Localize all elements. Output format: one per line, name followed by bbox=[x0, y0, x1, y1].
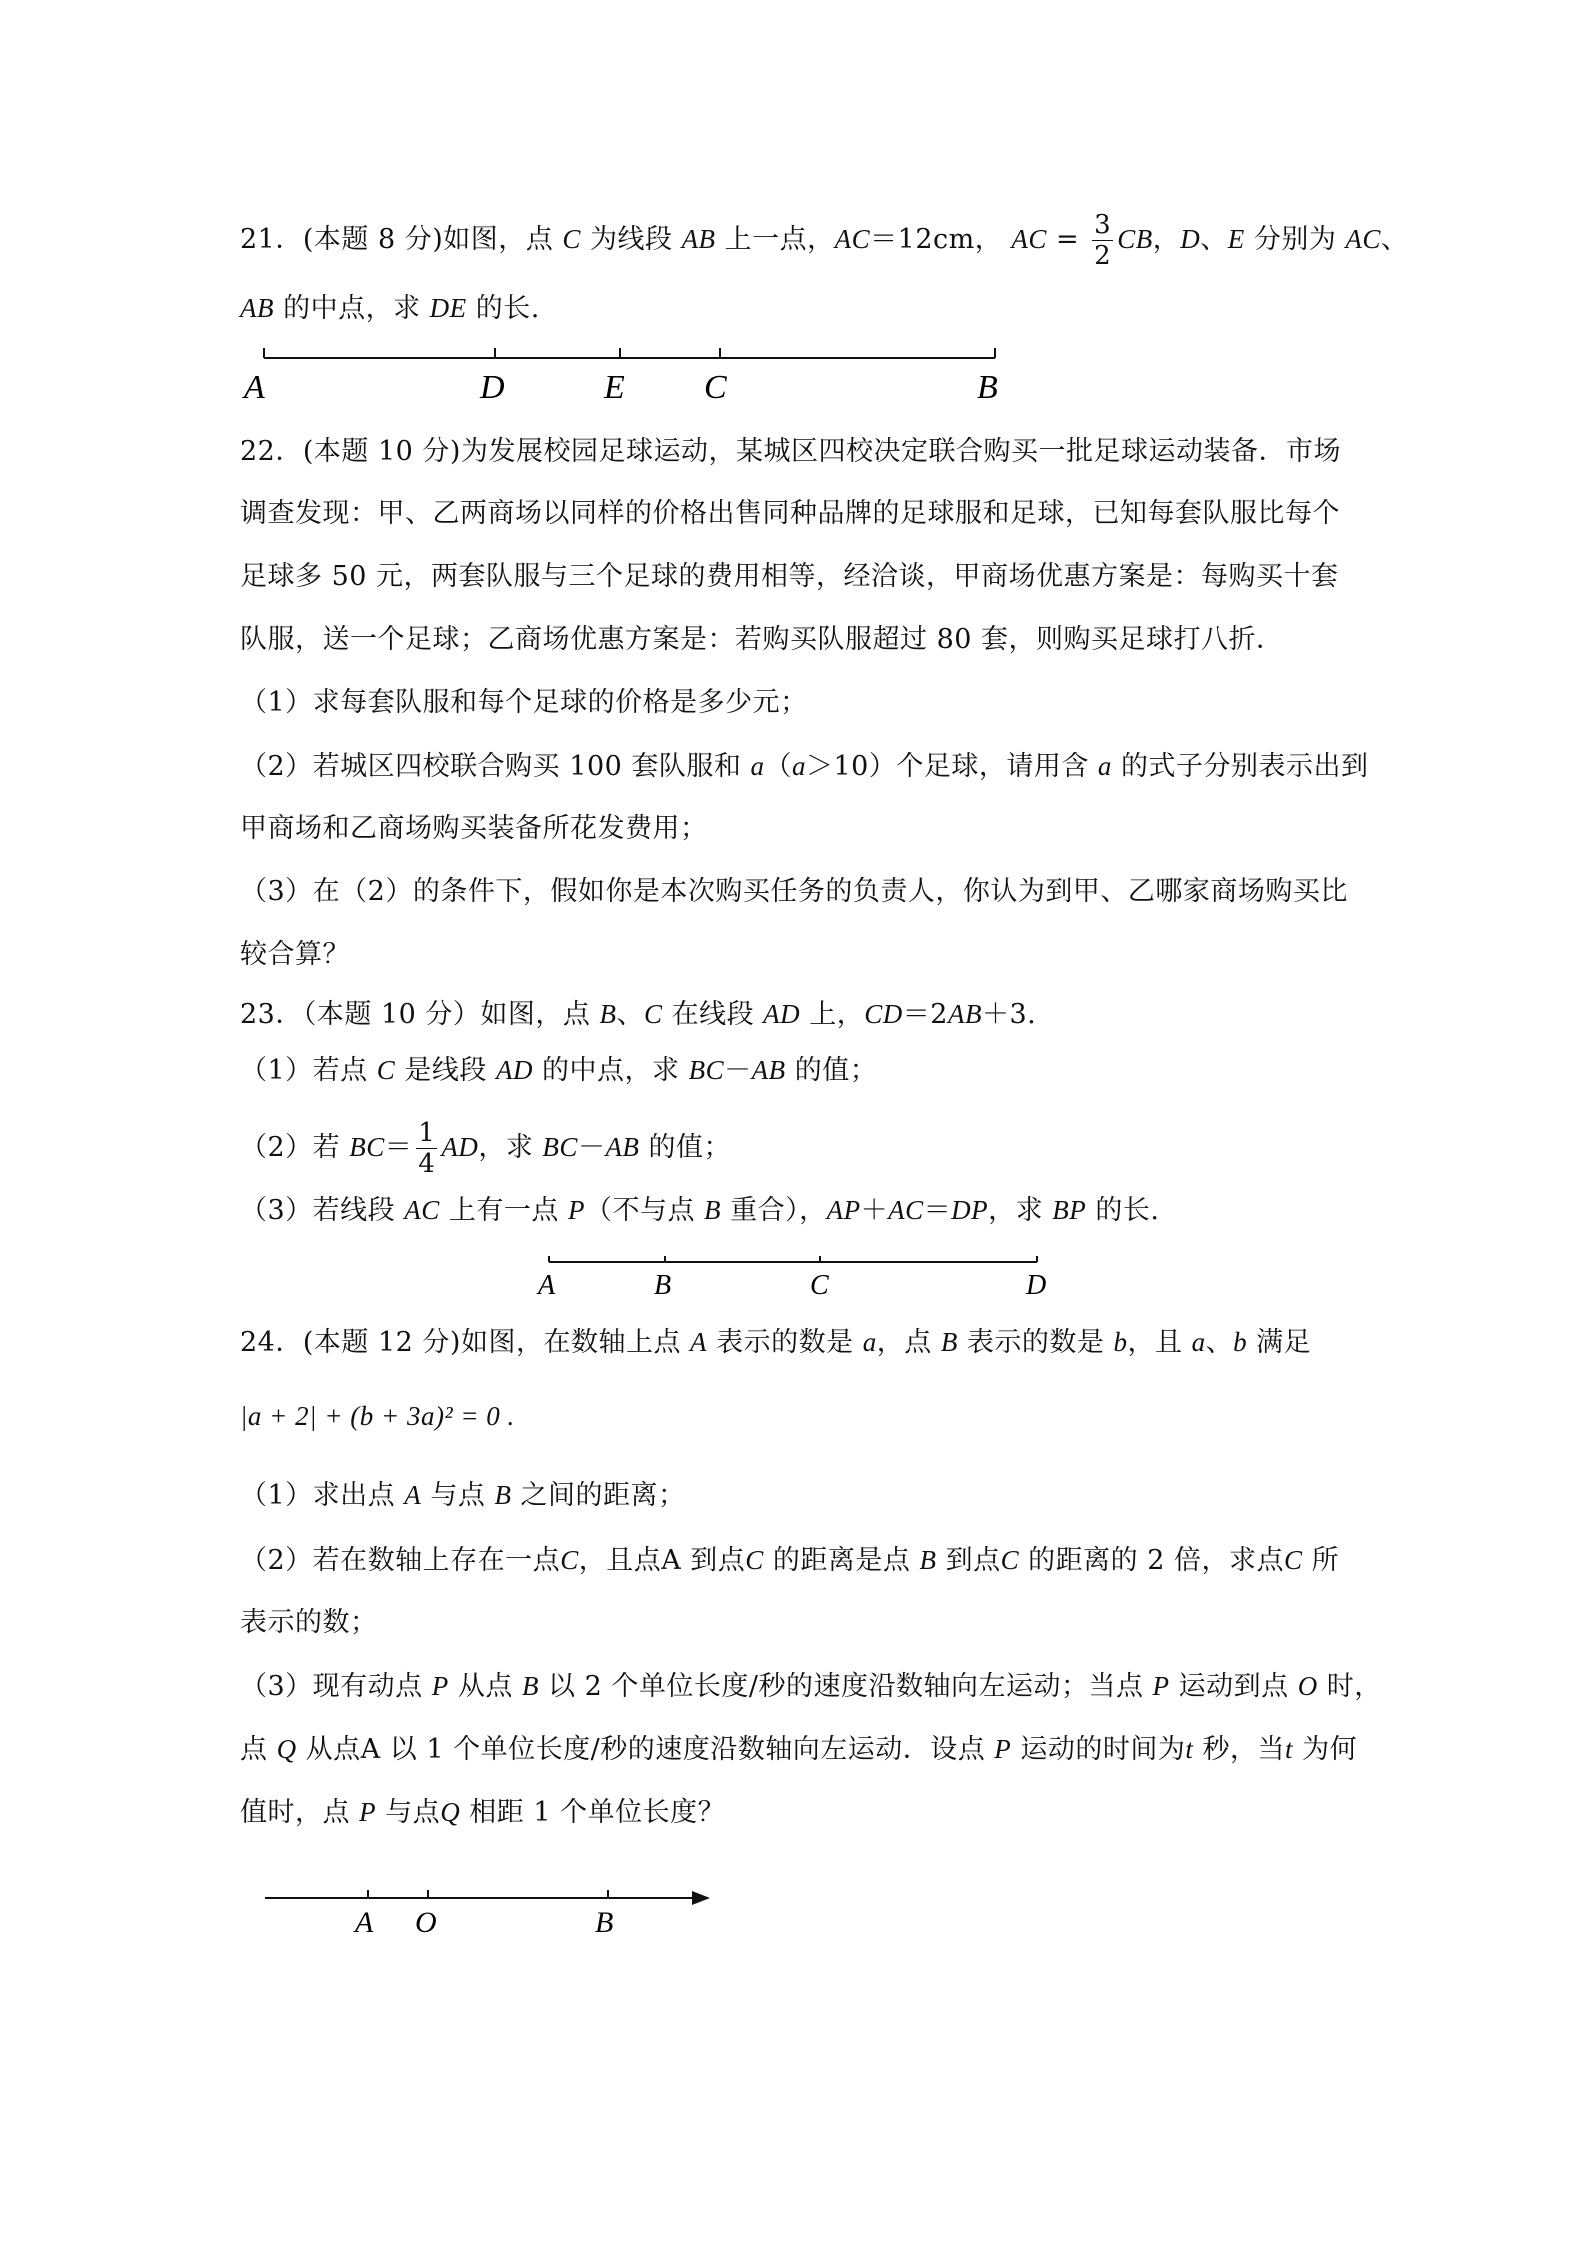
var: t bbox=[1185, 1734, 1194, 1764]
var: AB bbox=[947, 999, 982, 1029]
text: 为线段 bbox=[580, 224, 682, 255]
text: 的中点，求 bbox=[532, 1055, 689, 1086]
numerator: 3 bbox=[1094, 210, 1112, 240]
point-label-b: B bbox=[654, 1270, 672, 1301]
q21-number: 21． bbox=[240, 224, 303, 255]
var: AC bbox=[888, 1195, 924, 1225]
var: B bbox=[940, 1327, 958, 1357]
var: AC bbox=[404, 1195, 440, 1225]
var: a bbox=[1097, 751, 1112, 781]
var: b bbox=[1113, 1327, 1128, 1357]
q22-part-2-line-2: 甲商场和乙商场购买装备所花发费用； bbox=[240, 813, 708, 844]
text: － bbox=[577, 1132, 606, 1163]
var: CD bbox=[864, 999, 903, 1029]
q21-segment-figure bbox=[240, 340, 1020, 410]
text: － bbox=[724, 1055, 752, 1086]
text: = bbox=[1046, 224, 1089, 255]
var: B bbox=[521, 1671, 539, 1701]
q23-score: （本题 10 分） bbox=[302, 999, 481, 1030]
text: 的长. bbox=[1086, 1195, 1160, 1226]
text: ，点 bbox=[876, 1327, 941, 1358]
var: Q bbox=[276, 1734, 297, 1764]
var: AC bbox=[1011, 224, 1047, 254]
point-label-d: D bbox=[480, 369, 505, 406]
var: b bbox=[1233, 1327, 1248, 1357]
q22-line-1 bbox=[240, 432, 1341, 472]
text: 相距 1 个单位长度？ bbox=[460, 1797, 726, 1828]
text: 上， bbox=[800, 999, 865, 1030]
text: ＋ bbox=[860, 1195, 889, 1226]
var: AD bbox=[763, 999, 801, 1029]
text: ，且 bbox=[1127, 1327, 1192, 1358]
q24-condition-equation: |a + 2| + (b + 3a)² = 0 . bbox=[240, 1401, 515, 1431]
var: AC bbox=[834, 224, 871, 254]
q22-part-1: （1）求每套队服和每个足球的价格是多少元； bbox=[240, 687, 808, 718]
text: 以 2 个单位长度/秒的速度沿数轴向左运动；当点 bbox=[538, 1671, 1153, 1702]
point-label-b: B bbox=[977, 369, 998, 406]
var: AC bbox=[1345, 224, 1381, 254]
text: ＝12cm， bbox=[870, 224, 1003, 255]
text: ＞10）个足球，请用含 bbox=[805, 751, 1098, 782]
var: AB bbox=[605, 1132, 640, 1162]
text: 上有一点 bbox=[439, 1195, 568, 1226]
text: 从点 bbox=[448, 1671, 522, 1702]
text: （1）若点 bbox=[240, 1055, 377, 1086]
point-label-o: O bbox=[415, 1906, 437, 1939]
q22-line-2: 调查发现：甲、乙两商场以同样的价格出售同种品牌的足球服和足球，已知每套队服比每个 bbox=[240, 498, 1340, 529]
var: AB bbox=[681, 224, 716, 254]
q23-number: 23． bbox=[240, 999, 303, 1030]
text: （2）若城区四校联合购买 100 套队服和 bbox=[240, 751, 751, 782]
q21-line-2 bbox=[240, 288, 540, 329]
text: （1）求出点 bbox=[240, 1480, 405, 1511]
text: 为何 bbox=[1293, 1734, 1358, 1765]
text: 与点 bbox=[421, 1480, 495, 1511]
q24-part-2-line-2: 表示的数； bbox=[240, 1607, 378, 1638]
q23-segment-figure bbox=[530, 1252, 1050, 1302]
var: B bbox=[919, 1545, 937, 1575]
text: 秒，当 bbox=[1193, 1734, 1285, 1765]
point-label-a: A bbox=[355, 1906, 374, 1939]
fraction-1-4 bbox=[416, 1120, 437, 1177]
text: 为发展校园足球运动，某城区四校决定联合购买一批足球运动装备．市场 bbox=[460, 436, 1341, 467]
var: P bbox=[1152, 1671, 1170, 1701]
text: 如图，点 bbox=[443, 224, 563, 255]
point-label-b: B bbox=[595, 1906, 614, 1939]
q24-score: (本题 12 分) bbox=[302, 1327, 461, 1358]
text: （3）若线段 bbox=[240, 1195, 405, 1226]
text: 重合）， bbox=[721, 1195, 827, 1226]
text: 所 bbox=[1302, 1545, 1340, 1576]
var: Q bbox=[440, 1797, 461, 1827]
q24-part-2 bbox=[240, 1540, 1339, 1581]
var: C bbox=[1000, 1545, 1020, 1575]
text: （3）现有动点 bbox=[240, 1671, 432, 1702]
var: C bbox=[376, 1055, 396, 1085]
point-label-d: D bbox=[1026, 1270, 1047, 1301]
text: 如图，点 bbox=[480, 999, 600, 1030]
text: 从点A 以 1 个单位长度/秒的速度沿数轴向左运动．设点 bbox=[296, 1734, 995, 1765]
var: B bbox=[494, 1480, 512, 1510]
var: t bbox=[1284, 1734, 1293, 1764]
text: 到点 bbox=[936, 1545, 1001, 1576]
var: AP bbox=[826, 1195, 861, 1225]
var: C bbox=[1284, 1545, 1303, 1575]
var: B bbox=[599, 999, 617, 1029]
var: D bbox=[1180, 224, 1201, 254]
var: DP bbox=[951, 1195, 989, 1225]
fraction-3-2 bbox=[1092, 212, 1113, 269]
var: a bbox=[862, 1327, 877, 1357]
var: DE bbox=[429, 293, 467, 323]
denominator: 4 bbox=[418, 1149, 436, 1179]
var: P bbox=[567, 1195, 585, 1225]
text: ＋3. bbox=[981, 999, 1037, 1030]
q23-part-1 bbox=[240, 1050, 877, 1091]
point-label-a: A bbox=[244, 369, 265, 406]
point-label-a: A bbox=[538, 1270, 556, 1301]
text: ，求 bbox=[988, 1195, 1053, 1226]
q24-part-1 bbox=[240, 1475, 686, 1516]
point-label-e: E bbox=[604, 369, 625, 406]
q22-part-3-line-2: 较合算？ bbox=[240, 939, 350, 970]
text: ，且点A 到点 bbox=[578, 1545, 746, 1576]
text: 的值； bbox=[639, 1132, 732, 1163]
text: 是线段 bbox=[395, 1055, 496, 1086]
text: 点 bbox=[240, 1734, 277, 1765]
q22-line-3: 足球多 50 元，两套队服与三个足球的费用相等，经洽谈，甲商场优惠方案是：每购买十套 bbox=[240, 561, 1339, 592]
var: a bbox=[1191, 1327, 1206, 1357]
var: B bbox=[704, 1195, 722, 1225]
var: P bbox=[994, 1734, 1012, 1764]
text: 的长. bbox=[466, 293, 540, 324]
text: ＝ bbox=[923, 1195, 952, 1226]
var: AB bbox=[751, 1055, 786, 1085]
q24-part-3 bbox=[240, 1666, 1382, 1707]
var: a bbox=[750, 751, 765, 781]
text: 的式子分别表示出到 bbox=[1111, 751, 1369, 782]
q23-line-1 bbox=[240, 994, 1036, 1035]
text: ， bbox=[1152, 224, 1181, 255]
text: 的距离的 2 倍，求点 bbox=[1019, 1545, 1285, 1576]
text: 满足 bbox=[1247, 1327, 1312, 1358]
var: C bbox=[643, 999, 663, 1029]
text: 的距离是点 bbox=[763, 1545, 920, 1576]
q24-number: 24． bbox=[240, 1327, 303, 1358]
text: 分别为 bbox=[1244, 224, 1346, 255]
var: AD bbox=[495, 1055, 533, 1085]
text: 、 bbox=[1200, 224, 1228, 255]
var: A bbox=[404, 1480, 422, 1510]
var: BP bbox=[1052, 1195, 1087, 1225]
q24-line-1 bbox=[240, 1322, 1311, 1363]
var: A bbox=[690, 1327, 708, 1357]
text: 运动到点 bbox=[1169, 1671, 1298, 1702]
text: （2）若在数轴上存在一点 bbox=[240, 1545, 561, 1576]
var: P bbox=[359, 1797, 377, 1827]
text: ，求 bbox=[478, 1132, 543, 1163]
text: 表示的数是 bbox=[957, 1327, 1114, 1358]
var: P bbox=[431, 1671, 449, 1701]
var: a bbox=[791, 751, 806, 781]
var: AD bbox=[441, 1132, 479, 1162]
q23-part-2 bbox=[240, 1120, 731, 1177]
q22-score: (本题 10 分) bbox=[302, 436, 461, 467]
q24-part-3-line-2 bbox=[240, 1729, 1357, 1770]
q24-part-3-line-3 bbox=[240, 1792, 725, 1833]
var: AB bbox=[240, 293, 274, 323]
text: 、 bbox=[1205, 1327, 1234, 1358]
text: 值时，点 bbox=[240, 1797, 360, 1828]
text: ＝2 bbox=[902, 999, 948, 1030]
q22-part-2 bbox=[240, 746, 1369, 787]
q22-line-4: 队服，送一个足球；乙商场优惠方案是：若购买队服超过 80 套，则购买足球打八折． bbox=[240, 624, 1284, 655]
text: 、 bbox=[1380, 224, 1409, 255]
text: 的中点，求 bbox=[274, 293, 430, 324]
var: C bbox=[745, 1545, 764, 1575]
text: （ bbox=[764, 751, 792, 782]
var: O bbox=[1297, 1671, 1318, 1701]
text: 上一点， bbox=[715, 224, 835, 255]
var: E bbox=[1227, 224, 1245, 254]
q21-line-1 bbox=[240, 212, 1408, 269]
q21-score: (本题 8 分) bbox=[302, 224, 444, 255]
text: （2）若 bbox=[240, 1132, 350, 1163]
q24-number-line-figure bbox=[255, 1880, 725, 1940]
text: 运动的时间为 bbox=[1011, 1734, 1186, 1765]
var: BC bbox=[349, 1132, 385, 1162]
q22-part-3: （3）在（2）的条件下，假如你是本次购买任务的负责人，你认为到甲、乙哪家商场购买比 bbox=[240, 876, 1348, 907]
text: 如图，在数轴上点 bbox=[460, 1327, 691, 1358]
text: 时， bbox=[1317, 1671, 1382, 1702]
denominator: 2 bbox=[1094, 241, 1112, 271]
text: ＝ bbox=[384, 1132, 413, 1163]
q23-part-3 bbox=[240, 1190, 1159, 1231]
var: BC bbox=[688, 1055, 725, 1085]
point-label-c: C bbox=[704, 369, 727, 406]
text: 与点 bbox=[376, 1797, 441, 1828]
var: C bbox=[562, 224, 581, 254]
q22-number: 22． bbox=[240, 436, 303, 467]
text: 表示的数是 bbox=[707, 1327, 863, 1358]
var: CB bbox=[1117, 224, 1153, 254]
arrow-right-icon bbox=[692, 1891, 710, 1905]
q21-equation bbox=[1011, 210, 1153, 271]
text: 的值； bbox=[785, 1055, 878, 1086]
var: BC bbox=[542, 1132, 578, 1162]
text: （不与点 bbox=[584, 1195, 705, 1226]
text: 在线段 bbox=[662, 999, 764, 1030]
text: 、 bbox=[616, 999, 644, 1030]
var: C bbox=[560, 1545, 579, 1575]
numerator: 1 bbox=[418, 1118, 436, 1148]
text: 之间的距离； bbox=[511, 1480, 686, 1511]
point-label-c: C bbox=[810, 1270, 829, 1301]
